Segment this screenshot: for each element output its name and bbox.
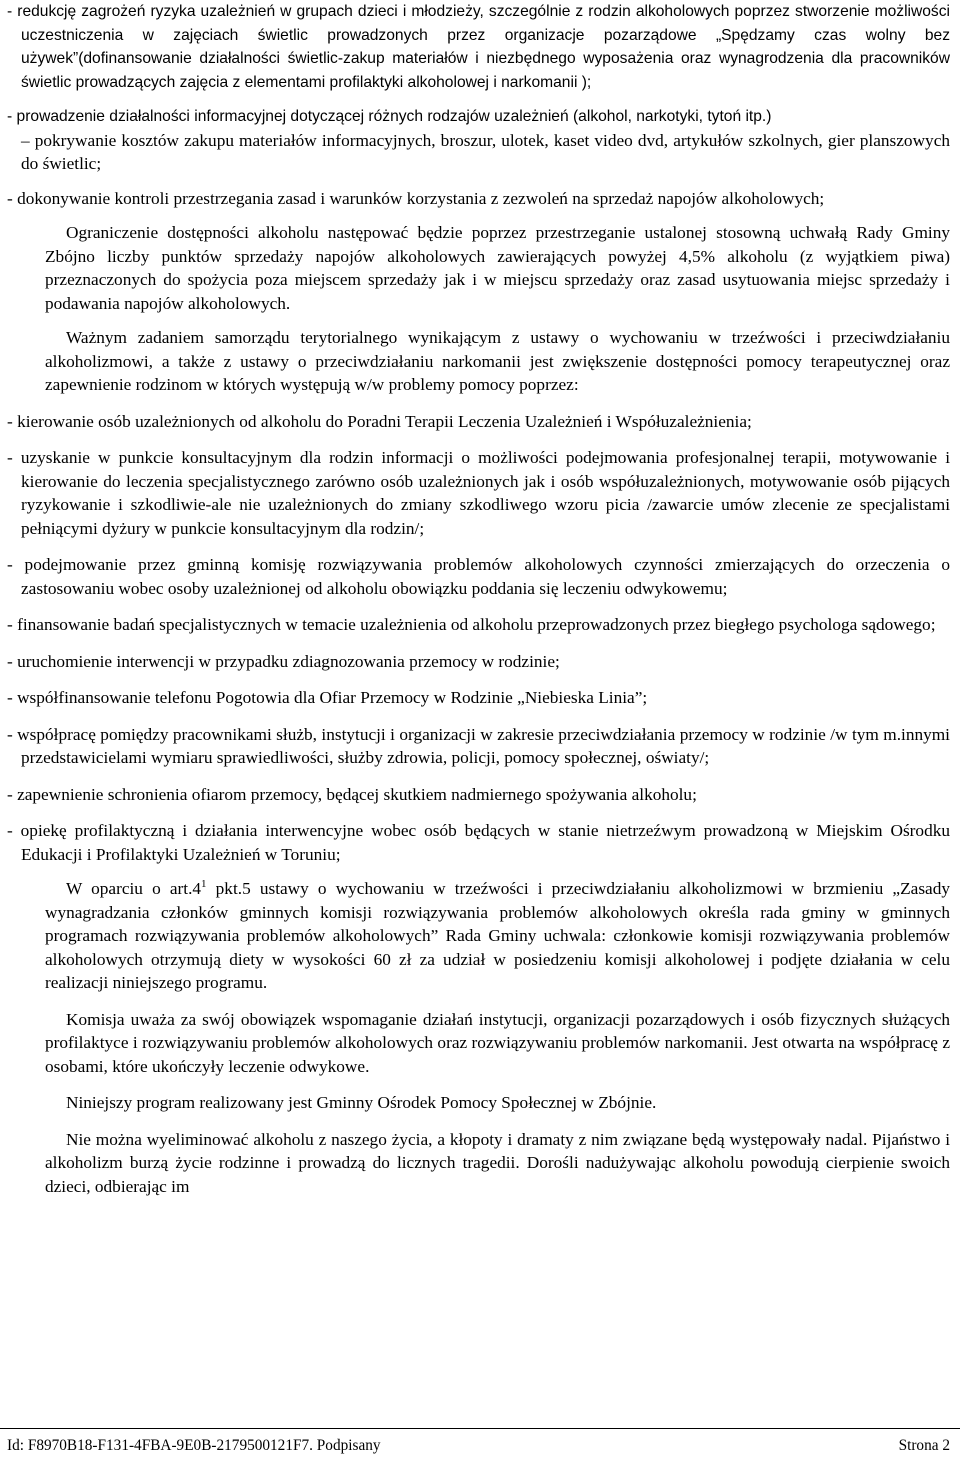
paragraph-prevention-children: - redukcję zagrożeń ryzyka uzależnień w grupach dzieci i młodzieży, szczególnie z rodzin alkoholowych poprzez stworzenie możliwości uczestniczenia w zajęciach świetlic prowadzonych przez organizacje pozarządowe „Spędzamy czas wolny bez używek”(dofinansowanie działalności świetlic-zakup materiałów i niezbędnego wyposażenia oraz wynagrodzenia dla pracowników świetlic prowadzących zajęcia z elementami profilaktyki alkoholowej i narkomanii ); <box>7 3 950 91</box>
paragraph-limit-availability: Ograniczenie dostępności alkoholu następować będzie poprzez przestrzeganie ustalonej stosowną uchwałą Rady Gminy Zbójno liczby punktów sprzedaży napojów alkoholowych zawierających powyżej 4,5% alkoholu (z wyjątkiem piwa) przeznaczonych do spożycia poza miejscem sprzedaży jak i w miejscu sprzedaży oraz zasad usytuowania miejsc sprzedaży i podawania napojów alkoholowych. <box>45 223 950 313</box>
page-number: Strona 2 <box>898 1437 950 1454</box>
superscript-number: 1 <box>201 878 207 891</box>
remuneration-text-rest: pkt.5 ustawy o wychowaniu w trzeźwości i przeciwdziałaniu alkoholizmowi w brzmieniu „Zasady wynagradzania członków gminnych komisji rozwiązywania problemów alkoholowych określa rada gminy w gminnych programach rozwiązywania problemów alkoholowych” Rada Gminy uchwala: członkowie komisji rozwiązywania problemów alkoholowych otrzymują diety w wysokości 60 zł za udział w posiedzeniu komisji alkoholowej i podjęte działania w celu realizacji niniejszego programu. <box>45 879 950 992</box>
list-item-prophylactic-care: - opiekę profilaktyczną i działania interwencyjne wobec osób będących w stanie nietrzeźwym prowadzoną w Miejskim Ośrodku Edukacji i Profilaktyki Uzależnień w Toruniu; <box>7 821 950 864</box>
list-item-consultation: - uzyskanie w punkcie konsultacyjnym dla rodzin informacji o możliwości podejmowania profesjonalnej terapii, motywowanie i kierowanie do leczenia specjalistycznego zarówno osób uzależnionych jak i osób współuzależnionych, motywowanie osób pijących ryzykowanie i szkodliwie-ale nie uzależnionych do zmiany szkodliwego wzoru picia /zawarcie umów zlecenie ze specjalistami pełniącymi dyżury w punkcie konsultacyjnym dla rodzin/; <box>7 448 950 538</box>
document-body <box>7 0 950 1198</box>
paragraph-conclusion: Nie można wyeliminować alkoholu z naszego życia, a kłopoty i dramaty z nim związane będą występowały nadal. Pijaństwo i alkoholizm burzą życie rodzinne i prowadzą do licznych tragedii. Dorośli nadużywając alkoholu powodują cierpienie swoich dzieci, odbierając im <box>45 1129 950 1196</box>
paragraph-program-executor: Niniejszy program realizowany jest Gminny Ośrodek Pomocy Społecznej w Zbójnie. <box>66 1093 657 1112</box>
list-item-financing-research: - finansowanie badań specjalistycznych w temacie uzależnienia od alkoholu przeprowadzonych przez biegłego psychologa sądowego; <box>7 615 936 634</box>
paragraph-information-activity: - prowadzenie działalności informacyjnej dotyczącej różnych rodzajów uzależnień (alkohol, narkotyki, tytoń itp.) <box>7 108 772 125</box>
paragraph-important-task: Ważnym zadaniem samorządu terytorialnego wynikającym z ustawy o wychowaniu w trzeźwości i przeciwdziałaniu alkoholizmowi, a także z ustawy o przeciwdziałaniu narkomanii jest zwiększenie dostępności pomocy terapeutycznej oraz zapewnienie rodzinom w których występują w/w problemy pomocy poprzez: <box>45 328 950 394</box>
remuneration-text-start: W oparciu o art.4 <box>66 879 202 898</box>
footer-divider <box>0 1428 960 1429</box>
paragraph-control-permits: - dokonywanie kontroli przestrzegania zasad i warunków korzystania z zezwoleń na sprzedaż napojów alkoholowych; <box>7 188 825 208</box>
document-id: Id: F8970B18-F131-4FBA-9E0B-2179500121F7. Podpisany <box>7 1437 381 1454</box>
list-item-intervention: - uruchomienie interwencji w przypadku zdiagnozowania przemocy w rodzinie; <box>7 651 560 671</box>
list-item-cooperation: - współpracę pomiędzy pracownikami służb, instytucji i organizacji w zakresie przeciwdziałania przemocy w rodzinie /w tym m.innymi przedstawicielami wymiaru sprawiedliwości, służby zdrowia, policji, pomocy społecznej, oświaty/; <box>7 724 950 767</box>
list-item-referral: - kierowanie osób uzależnionych od alkoholu do Poradni Terapii Leczenia Uzależnień i Współuzależnienia; <box>7 411 752 431</box>
list-item-shelter: - zapewnienie schronienia ofiarom przemocy, będącej skutkiem nadmiernego spożywania alkoholu; <box>7 784 697 804</box>
paragraph-commission-remuneration <box>7 877 950 995</box>
list-item-commission: - podejmowanie przez gminną komisję rozwiązywania problemów alkoholowych czynności zmierzających do orzeczenia o zastosowaniu wobec osoby uzależnionej od alkoholu obowiązku poddania się leczeniu odwykowemu; <box>7 555 950 598</box>
list-item-blue-line: - współfinansowanie telefonu Pogotowia dla Ofiar Przemocy w Rodzinie „Niebieska Linia”; <box>7 688 648 707</box>
paragraph-materials-costs: – pokrywanie kosztów zakupu materiałów informacyjnych, broszur, ulotek, kaset video dvd, artykułów szkolnych, gier planszowych do świetlic; <box>21 130 950 173</box>
paragraph-commission-duty: Komisja uważa za swój obowiązek wspomaganie działań instytucji, organizacji pozarządowych i osób fizycznych służących profilaktyce i rozwiązywaniu problemów alkoholowych oraz rozwiązywaniu problemów narkomanii. Jest otwarta na współpracę z osobami, które ukończyły leczenie odwykowe. <box>45 1009 950 1076</box>
page-footer <box>7 1436 950 1456</box>
